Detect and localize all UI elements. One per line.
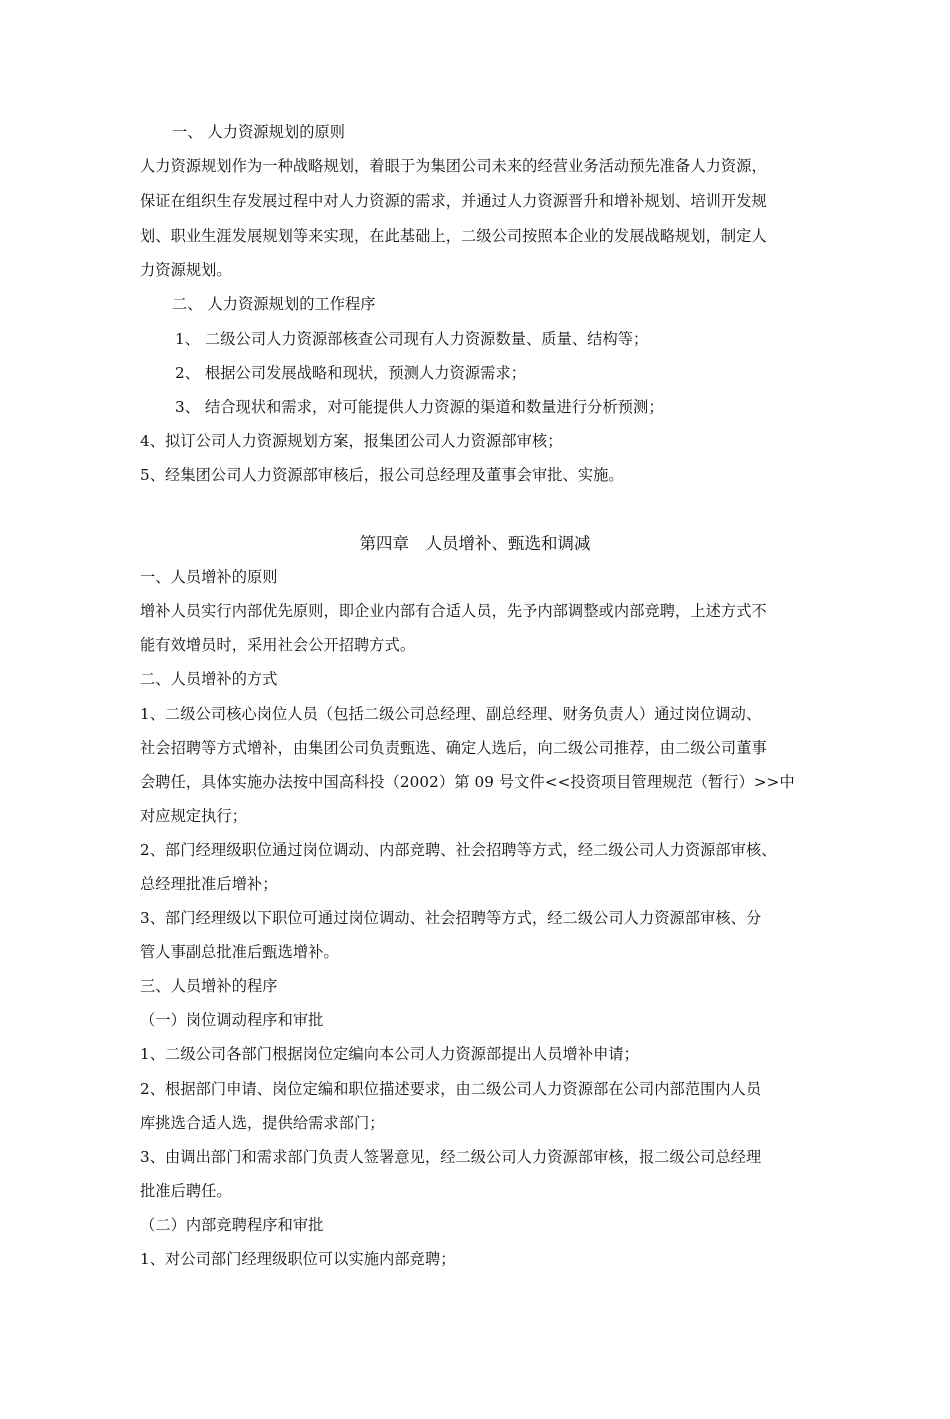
chapter-title: 第四章 人员增补、甄选和调减 bbox=[359, 534, 591, 553]
section-heading: 一、人员增补的原则 bbox=[140, 568, 278, 586]
paragraph-line: 力资源规划。 bbox=[140, 261, 232, 279]
paragraph-line: 3、由调出部门和需求部门负责人签署意见，经二级公司人力资源部审核，报二级公司总经理 bbox=[140, 1148, 762, 1166]
paragraph-line: 保证在组织生存发展过程中对人力资源的需求，并通过人力资源晋升和增补规划、培训开发规 bbox=[140, 192, 767, 210]
paragraph-line: 管人事副总批准后甄选增补。 bbox=[140, 943, 339, 961]
paragraph-line: 总经理批准后增补； bbox=[140, 875, 278, 893]
paragraph-line: 1、二级公司各部门根据岗位定编向本公司人力资源部提出人员增补申请； bbox=[140, 1045, 639, 1063]
list-item: 2、 根据公司发展战略和现状，预测人力资源需求； bbox=[175, 364, 527, 382]
paragraph-line: 库挑选合适人选，提供给需求部门； bbox=[140, 1114, 385, 1132]
paragraph-line: 批准后聘任。 bbox=[140, 1182, 232, 1200]
list-item: 1、 二级公司人力资源部核查公司现有人力资源数量、质量、结构等； bbox=[175, 330, 649, 348]
paragraph-line: 2、部门经理级职位通过岗位调动、内部竞聘、社会招聘等方式，经二级公司人力资源部审核、 bbox=[140, 841, 777, 859]
list-item: 5、经集团公司人力资源部审核后，报公司总经理及董事会审批、实施。 bbox=[140, 466, 624, 484]
section-heading: 三、人员增补的程序 bbox=[140, 977, 278, 995]
paragraph-line: 对应规定执行； bbox=[140, 807, 248, 825]
section-heading-procedure: 二、 人力资源规划的工作程序 bbox=[172, 295, 376, 313]
paragraph-line: 3、部门经理级以下职位可通过岗位调动、社会招聘等方式，经二级公司人力资源部审核、分 bbox=[140, 909, 762, 927]
subsection-heading: （二）内部竞聘程序和审批 bbox=[140, 1216, 324, 1234]
paragraph-line: 增补人员实行内部优先原则，即企业内部有合适人员，先予内部调整或内部竞聘，上述方式不 bbox=[140, 602, 767, 620]
paragraph-line: 会聘任，具体实施办法按中国高科投（2002）第 09 号文件<<投资项目管理规范（暂行）>>中 bbox=[140, 773, 795, 791]
list-item: 3、 结合现状和需求，对可能提供人力资源的渠道和数量进行分析预测； bbox=[175, 398, 664, 416]
section-heading: 二、人员增补的方式 bbox=[140, 670, 278, 688]
paragraph-line: 1、二级公司核心岗位人员（包括二级公司总经理、副总经理、财务负责人）通过岗位调动、 bbox=[140, 705, 762, 723]
subsection-heading: （一）岗位调动程序和审批 bbox=[140, 1011, 324, 1029]
paragraph-line: 人力资源规划作为一种战略规划，着眼于为集团公司未来的经营业务活动预先准备人力资源， bbox=[140, 157, 767, 175]
paragraph-line: 划、职业生涯发展规划等来实现，在此基础上，二级公司按照本企业的发展战略规划，制定人 bbox=[140, 227, 767, 245]
paragraph-line: 社会招聘等方式增补，由集团公司负责甄选、确定人选后，向二级公司推荐，由二级公司董事 bbox=[140, 739, 767, 757]
paragraph-line: 2、根据部门申请、岗位定编和职位描述要求，由二级公司人力资源部在公司内部范围内人员 bbox=[140, 1080, 762, 1098]
section-heading-principles: 一、 人力资源规划的原则 bbox=[172, 123, 346, 141]
paragraph-line: 能有效增员时，采用社会公开招聘方式。 bbox=[140, 636, 416, 654]
list-item: 4、拟订公司人力资源规划方案，报集团公司人力资源部审核； bbox=[140, 432, 563, 450]
paragraph-line: 1、对公司部门经理级职位可以实施内部竞聘； bbox=[140, 1250, 456, 1268]
